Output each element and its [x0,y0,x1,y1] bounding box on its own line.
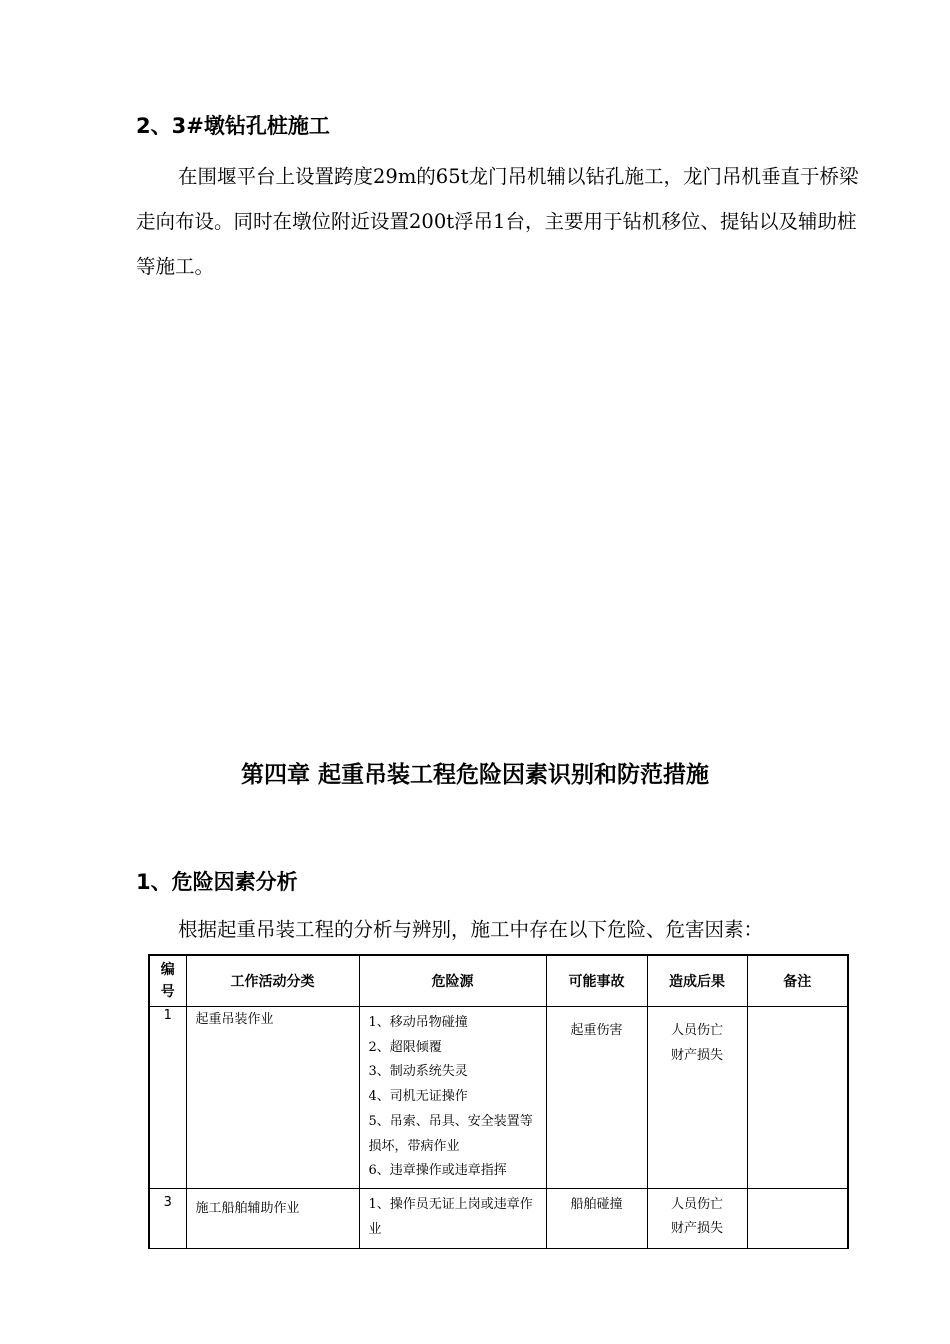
header-number [149,955,186,1007]
chapter-title: 第四章 起重吊装工程危险因素识别和防范措施 [240,762,709,788]
hazard-source-item: 1、操作员无证上岗或违章作业 [368,1196,533,1237]
hazard-source-item: 4、司机无证操作 [368,1089,468,1105]
table-row [149,1007,848,1189]
row-note [747,1007,848,1189]
header-activity: 工作活动分类 [186,955,359,1007]
table-header-row [149,955,848,1007]
row-note [747,1188,848,1248]
paragraph-drilling-text: 在围堰平台上设置跨度29m的65t龙门吊机辅以钻孔施工，龙门吊机垂直于桥梁走向布设。同时在墩位附近设置200t浮吊1台，主要用于钻机移位、提钻以及辅助桩等施工。 [136,165,859,278]
row-accident: 船舶碰撞 [546,1188,647,1248]
intro-text: 根据起重吊装工程的分析与辨别，施工中存在以下危险、危害因素： [178,918,764,941]
hazard-source-item: 1、移动吊物碰撞 [368,1015,468,1030]
hazard-source-item: 3、制动系统失灵 [368,1064,468,1080]
row-result-line2: 财产损失 [670,1047,723,1063]
header-note: 备注 [747,955,848,1007]
header-source: 危险源 [359,955,546,1007]
hazard-source-item: 2、超限倾覆 [368,1039,442,1055]
section-heading-drilling: 2、3#墩钻孔桩施工 [136,114,330,138]
row-result-line1: 人员伤亡 [670,1023,723,1038]
hazard-source-item: 6、违章操作或违章指挥 [368,1163,507,1179]
row-activity: 起重吊装作业 [186,1007,359,1189]
header-number-bottom: 号 [160,984,175,1000]
table-row [149,1188,848,1248]
row-sources [359,1188,546,1248]
row-sources [359,1007,546,1189]
row-activity: 施工船舶辅助作业 [186,1188,359,1248]
header-accident: 可能事故 [546,955,647,1007]
row-number: 1 [149,1007,186,1189]
header-number-top: 编 [160,962,175,978]
hazard-source-item: 5、吊索、吊具、安全装置等损坏，带病作业 [368,1113,533,1154]
row-result [647,1007,747,1189]
row-result-line1: 人员伤亡 [670,1196,723,1212]
hazard-table [148,954,849,1249]
row-result [647,1188,747,1248]
header-result: 造成后果 [647,955,747,1007]
row-result-line2: 财产损失 [670,1221,723,1237]
row-number: 3 [149,1188,186,1248]
row-accident: 起重伤害 [546,1007,647,1189]
paragraph-drilling [136,154,860,289]
section-heading-hazard-analysis: 1、危险因素分析 [136,870,298,894]
